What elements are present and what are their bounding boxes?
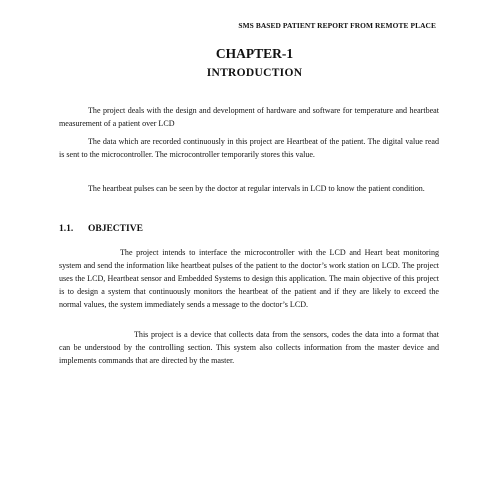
intro-paragraph: The data which are recorded continuously in this project are Heartbeat of the patient. The digital value read is sent to the microcontroller. The microcontroller temporarily stores this value. (59, 137, 439, 160)
intro-paragraph: The project deals with the design and development of hardware and software for temperature and heartbeat measurement of a patient over LCD (59, 106, 439, 129)
objective-paragraph: This project is a device that collects data from the sensors, codes the data into a format that can be understood by the controlling section. This system also collects information from the master device and implements commands that are directed by the master. (59, 330, 439, 366)
section-number: 1.1. (59, 224, 74, 234)
section-title: OBJECTIVE (88, 224, 143, 234)
chapter-number: CHAPTER-1 (215, 46, 294, 61)
objective-paragraph: The project intends to interface the microcontroller with the LCD and Heart beat monitoring system and send the information like heartbeat pulses of the patient to the doctor’s work station on LCD. The project uses the LCD, Heartbeat sensor and Embedded Systems to design this application. The main objective of this project is to design a system that continuously monitors the heartbeat of the patient and if they are likely to exceed the normal values, the system immediately sends a message to the doctor’s LCD. (59, 248, 439, 310)
running-header: SMS BASED PATIENT REPORT FROM REMOTE PLACE (238, 21, 436, 30)
section-heading (59, 224, 143, 234)
chapter-title: INTRODUCTION (206, 67, 303, 79)
intro-paragraph: The heartbeat pulses can be seen by the doctor at regular intervals in LCD to know the patient condition. (88, 184, 425, 194)
